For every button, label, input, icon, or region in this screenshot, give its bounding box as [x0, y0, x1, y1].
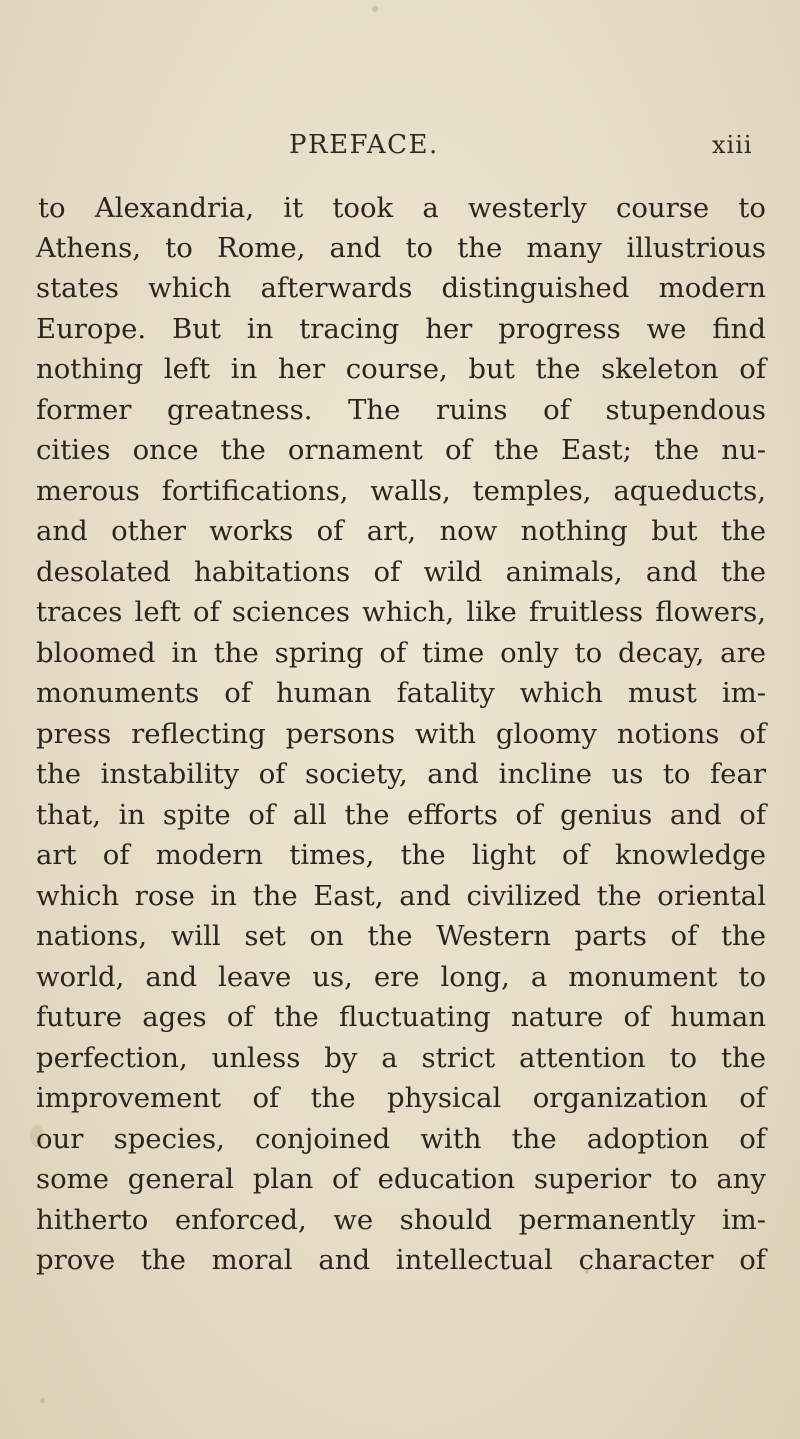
text-line: Europe. But in tracing her progress we find	[36, 313, 766, 345]
page-number: xiii	[712, 131, 753, 159]
text-line: bloomed in the spring of time only to decay, are	[36, 637, 766, 669]
text-line: the instability of society, and incline us to fear	[36, 758, 766, 790]
text-line: that, in spite of all the efforts of genius and of	[36, 799, 766, 831]
text-line: to Alexandria, it took a westerly course to	[38, 192, 766, 224]
running-head: PREFACE.	[289, 130, 439, 160]
text-line: merous fortifications, walls, temples, aqueducts,	[36, 475, 766, 507]
text-line: former greatness. The ruins of stupendous	[36, 394, 766, 426]
text-line: which rose in the East, and civilized the oriental	[36, 880, 766, 912]
text-line: prove the moral and intellectual character of	[36, 1244, 766, 1276]
text-line: nothing left in her course, but the skeleton of	[36, 353, 766, 385]
paper-speck	[372, 6, 378, 12]
text-line: and other works of art, now nothing but the	[36, 515, 766, 547]
text-line: press reflecting persons with gloomy notions of	[36, 718, 766, 750]
text-line: perfection, unless by a strict attention to the	[36, 1042, 766, 1074]
text-line: our species, conjoined with the adoption of	[36, 1123, 766, 1155]
text-line: art of modern times, the light of knowledge	[36, 839, 766, 871]
page-header	[0, 130, 800, 170]
text-line: states which afterwards distinguished modern	[36, 272, 766, 304]
text-line: Athens, to Rome, and to the many illustrious	[36, 232, 766, 264]
text-line: desolated habitations of wild animals, and the	[36, 556, 766, 588]
text-line: cities once the ornament of the East; the nu-	[36, 434, 766, 466]
text-line: some general plan of education superior to any	[36, 1163, 766, 1195]
text-line: future ages of the fluctuating nature of human	[36, 1001, 766, 1033]
paper-speck	[40, 1398, 45, 1403]
text-line: nations, will set on the Western parts of the	[36, 920, 766, 952]
text-line: improvement of the physical organization of	[36, 1082, 766, 1114]
text-line: hitherto enforced, we should permanently im-	[36, 1204, 766, 1236]
text-line: traces left of sciences which, like fruitless flowers,	[36, 596, 766, 628]
text-line: monuments of human fatality which must im-	[36, 677, 766, 709]
text-line: world, and leave us, ere long, a monument to	[36, 961, 766, 993]
